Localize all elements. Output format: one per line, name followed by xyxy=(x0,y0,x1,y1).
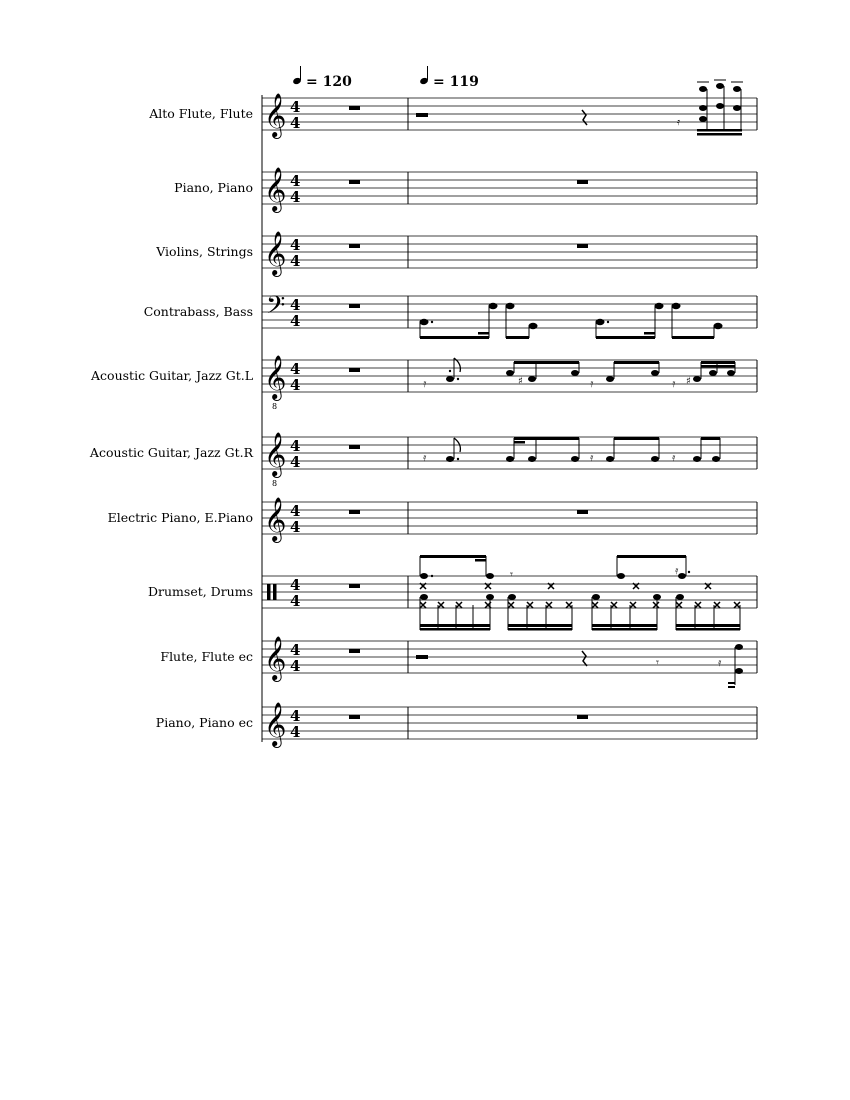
time-signature xyxy=(290,98,300,132)
tempo-text-1: = 120 xyxy=(306,74,352,90)
svg-text:𝄿: 𝄿 xyxy=(423,451,427,464)
svg-text:4: 4 xyxy=(290,518,301,536)
svg-text:4: 4 xyxy=(290,592,301,610)
time-signature xyxy=(290,236,300,270)
svg-text:𝄞: 𝄞 xyxy=(264,167,287,211)
svg-text:4: 4 xyxy=(290,437,301,455)
measure-rest xyxy=(349,584,360,588)
svg-text:4: 4 xyxy=(290,657,301,675)
svg-text:𝄿: 𝄿 xyxy=(675,564,679,577)
time-signature xyxy=(290,502,300,536)
svg-text:4: 4 xyxy=(290,707,301,725)
measure-rest xyxy=(349,649,360,653)
clef-treble-icon xyxy=(264,497,286,543)
clef-bass-icon xyxy=(266,291,285,326)
svg-text:4: 4 xyxy=(290,98,301,116)
staves xyxy=(89,93,757,748)
measure-rest xyxy=(349,715,360,719)
svg-text:𝄞: 𝄞 xyxy=(264,355,287,399)
tempo-text-2: = 119 xyxy=(433,74,479,90)
staff-label-guitar-l: Acoustic Guitar, Jazz Gt.L xyxy=(91,368,253,383)
svg-text:𝄿: 𝄿 xyxy=(677,117,681,128)
svg-text:4: 4 xyxy=(290,172,301,190)
svg-text:8: 8 xyxy=(272,479,278,488)
guitar-l-m2-notes xyxy=(423,358,735,390)
clef-treble-icon xyxy=(264,93,286,139)
svg-text:4: 4 xyxy=(290,236,301,254)
time-signature xyxy=(290,360,300,394)
staff-flute-ec xyxy=(160,636,757,682)
svg-text:𝄿: 𝄿 xyxy=(423,377,427,390)
svg-text:4: 4 xyxy=(290,641,301,659)
staff-drums xyxy=(148,576,757,610)
time-signature xyxy=(290,296,300,330)
measure-rest xyxy=(349,510,360,514)
svg-text:4: 4 xyxy=(290,312,301,330)
tempo-mark-1 xyxy=(292,66,352,90)
staff-label-drums: Drumset, Drums xyxy=(148,584,253,599)
svg-text:𝄞: 𝄞 xyxy=(264,432,287,476)
staff-label-alto-flute: Alto Flute, Flute xyxy=(149,106,253,121)
measure-rest xyxy=(349,368,360,372)
svg-text:4: 4 xyxy=(290,114,301,132)
svg-text:𝄞: 𝄞 xyxy=(264,702,287,746)
staff-label-contrabass: Contrabass, Bass xyxy=(143,304,253,319)
flute-ec-m2-notes xyxy=(416,644,743,688)
svg-text:♯: ♯ xyxy=(518,376,523,387)
guitar-r-m2-notes xyxy=(423,437,720,464)
measure-rest xyxy=(349,180,360,184)
svg-text:𝄞: 𝄞 xyxy=(264,636,287,680)
staff-violins xyxy=(155,231,757,277)
staff-label-guitar-r: Acoustic Guitar, Jazz Gt.R xyxy=(89,445,253,460)
clef-treble-icon xyxy=(264,702,286,748)
staff-label-piano-ec: Piano, Piano ec xyxy=(155,715,253,730)
measure-rest xyxy=(349,244,360,248)
clef-treble8-icon xyxy=(264,355,286,411)
svg-text:4: 4 xyxy=(290,376,301,394)
svg-text:4: 4 xyxy=(290,360,301,378)
measure-rest xyxy=(349,304,360,308)
staff-e-piano xyxy=(108,497,757,543)
svg-text:4: 4 xyxy=(290,502,301,520)
clef-treble-icon xyxy=(264,636,286,682)
svg-text:𝄾: 𝄾 xyxy=(510,568,513,581)
time-signature xyxy=(290,641,300,675)
svg-text:𝄞: 𝄞 xyxy=(264,93,287,137)
svg-text:𝄿: 𝄿 xyxy=(672,451,676,464)
staff-label-e-piano: Electric Piano, E.Piano xyxy=(107,510,253,525)
svg-text:𝄿: 𝄿 xyxy=(590,377,594,390)
svg-text:𝄾: 𝄾 xyxy=(656,656,659,669)
measure-rest xyxy=(577,715,588,719)
svg-text:4: 4 xyxy=(290,252,301,270)
svg-text:4: 4 xyxy=(290,723,301,741)
measure-rest xyxy=(349,445,360,449)
staff-label-flute-ec: Flute, Flute ec xyxy=(160,649,253,664)
tempo-mark-2 xyxy=(419,66,479,90)
svg-text:4: 4 xyxy=(290,188,301,206)
measure-rest xyxy=(349,106,360,110)
svg-text:𝄢: 𝄢 xyxy=(266,291,286,326)
time-signature xyxy=(290,172,300,206)
svg-text:4: 4 xyxy=(290,576,301,594)
drums-m2-notes xyxy=(420,555,740,631)
svg-text:8: 8 xyxy=(272,402,278,411)
staff-alto-flute xyxy=(148,93,757,139)
measure-rest xyxy=(577,180,588,184)
measure-rest xyxy=(577,510,588,514)
time-signature xyxy=(290,437,300,471)
staff-label-violins: Violins, Strings xyxy=(156,244,253,259)
staff-piano-ec xyxy=(156,702,757,748)
svg-text:𝄿: 𝄿 xyxy=(590,451,594,464)
time-signature xyxy=(290,707,300,741)
time-signature xyxy=(290,576,300,610)
clef-treble-icon xyxy=(264,231,286,277)
svg-text:♯: ♯ xyxy=(686,376,691,387)
svg-text:𝄞: 𝄞 xyxy=(264,231,287,275)
contrabass-m2-notes xyxy=(420,303,723,339)
svg-text:𝄿: 𝄿 xyxy=(718,656,722,669)
measure-rest xyxy=(577,244,588,248)
clef-treble-icon xyxy=(264,167,286,213)
svg-text:4: 4 xyxy=(290,453,301,471)
svg-text:4: 4 xyxy=(290,296,301,314)
clef-treble8-icon xyxy=(264,432,286,488)
staff-label-piano: Piano, Piano xyxy=(174,180,253,195)
svg-text:𝄿: 𝄿 xyxy=(672,377,676,390)
staff-contrabass xyxy=(144,291,757,330)
svg-text:𝄞: 𝄞 xyxy=(264,497,287,541)
